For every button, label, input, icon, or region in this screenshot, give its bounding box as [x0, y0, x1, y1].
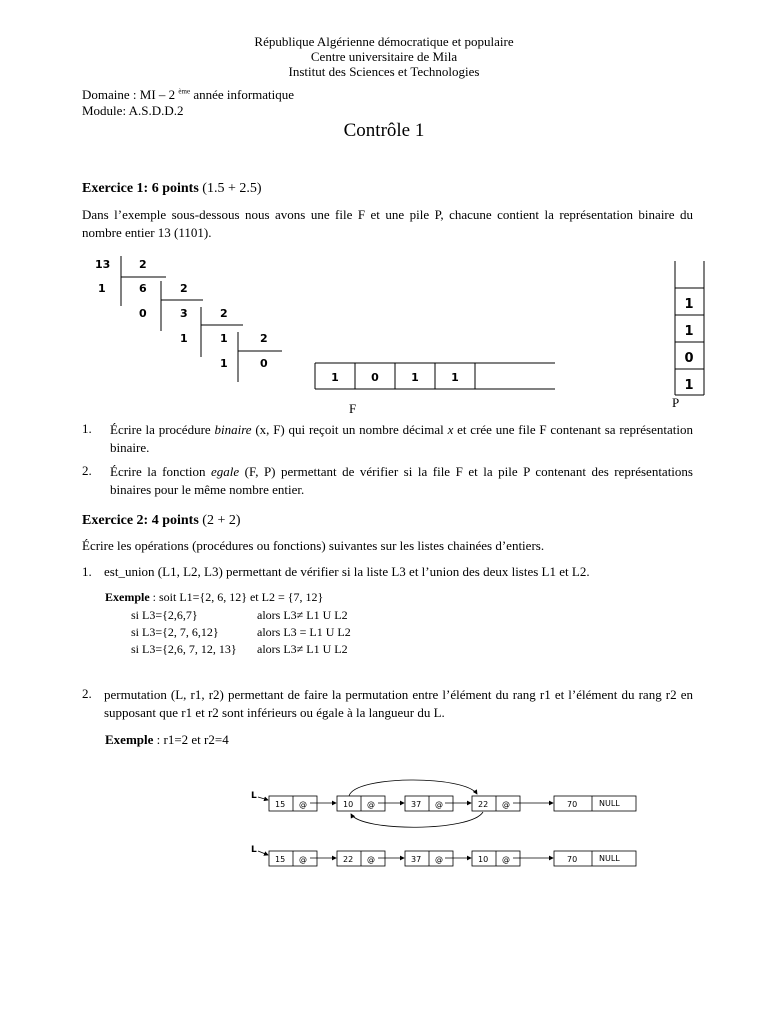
example-row-left: si L3={2,6, 7, 12, 13} — [131, 642, 237, 656]
node-value: 70 — [567, 855, 578, 864]
example-row-left: si L3={2, 7, 6,12} — [131, 625, 219, 639]
example-label: Exemple — [105, 590, 150, 604]
division-diagram — [80, 250, 300, 385]
node-value: 15 — [275, 800, 286, 809]
linked-list-diagram — [245, 770, 645, 870]
division-num: 3 — [180, 307, 188, 320]
file-cell: 0 — [371, 371, 379, 384]
ex1-q2-number: 2. — [82, 463, 92, 478]
q1-proc-name: binaire — [214, 422, 252, 437]
node-value: 22 — [343, 855, 354, 864]
header-centre: Centre universitaire de Mila — [310, 49, 458, 64]
division-num: 0 — [139, 307, 147, 320]
ex2-q2-number: 2. — [82, 686, 92, 701]
swap-arrow-top — [349, 780, 477, 796]
node-value: 37 — [411, 855, 422, 864]
ex1-heading-text: Exercice 1: 6 points — [82, 181, 199, 196]
q1-part: (x, F) qui reçoit un nombre décimal — [251, 422, 448, 437]
division-num: 1 — [180, 332, 188, 345]
division-num: 2 — [220, 307, 228, 320]
list1-values — [275, 799, 620, 809]
module-line: Module: A.S.D.D.2 — [82, 103, 184, 118]
ex1-intro: Dans l’exemple sous-dessous nous avons une file F et une pile P, chacune contient la représentation binaire du nombre entier 13 (1101). — [82, 207, 693, 240]
pile-p-values — [684, 297, 693, 393]
pile-p-diagram — [669, 258, 709, 398]
list1-nodes — [269, 796, 636, 811]
q2-func-name: egale — [211, 464, 240, 479]
node-pointer: @ — [502, 855, 510, 864]
q1-part: Écrire la procédure — [110, 422, 215, 437]
page-title: Contrôle 1 — [343, 120, 425, 141]
file-cell: 1 — [451, 371, 459, 384]
division-num: 0 — [260, 357, 268, 370]
head-pointer — [258, 851, 268, 855]
ex2-intro: Écrire les opérations (procédures ou fonctions) suivantes sur les listes chainées d’entiers. — [82, 538, 545, 553]
q1-var: x — [447, 422, 454, 437]
list2-values — [275, 854, 620, 864]
pile-cell: 1 — [684, 378, 694, 393]
example-row-right: alors L3≠ L1 U L2 — [257, 642, 348, 656]
ex1-points: (1.5 + 2.5) — [198, 181, 262, 196]
ex2-heading-text: Exercice 2: 4 points — [82, 513, 199, 528]
node-pointer: @ — [299, 800, 307, 809]
ex1-q1-number: 1. — [82, 421, 92, 436]
list2-nodes — [269, 851, 636, 866]
ex2-example2-line — [105, 732, 229, 748]
q2-part: (F, P) permettant de vérifier si la file F et la pile P contenant des représentations binaires pour le même nombre entier. — [110, 464, 693, 497]
node-pointer: @ — [502, 800, 510, 809]
node-value: 10 — [343, 800, 354, 809]
file-cell: 1 — [411, 371, 419, 384]
ex2-q2-text: permutation (L, r1, r2) permettant de faire la permutation entre l’élément du rang r1 et l’élément du rang r2 en supposant que r1 et r2 sont inférieurs ou égale à la langueur du L. — [104, 687, 693, 720]
ex2-q1-text: est_union (L1, L2, L3) permettant de vérifier si la liste L3 et l’union des deux listes L1 et L2. — [104, 564, 590, 579]
ex2-heading — [82, 513, 241, 529]
ex2-q1-number: 1. — [82, 564, 92, 579]
node-value: 22 — [478, 800, 489, 809]
node-value: 70 — [567, 800, 578, 809]
ex1-q1-text — [110, 421, 693, 457]
example-row-right: alors L3 = L1 U L2 — [257, 625, 351, 639]
ex2-example-line — [105, 590, 323, 605]
file-f-diagram — [312, 360, 562, 392]
domaine-line — [82, 87, 294, 103]
example2-label: Exemple — [105, 732, 154, 747]
list-head-label: L — [251, 845, 257, 855]
pile-cell: 1 — [684, 324, 694, 339]
division-num: 2 — [260, 332, 268, 345]
ex2-points: (2 + 2) — [198, 513, 241, 528]
division-num: 1 — [220, 357, 228, 370]
domaine-sup: ème — [178, 87, 191, 96]
head-pointer — [258, 797, 268, 800]
node-pointer: @ — [367, 800, 375, 809]
division-num: 2 — [139, 258, 147, 271]
domaine-pre: Domaine : MI – 2 — [82, 87, 179, 102]
node-pointer: @ — [299, 855, 307, 864]
example2-text: : r1=2 et r2=4 — [153, 732, 229, 747]
header-republic: République Algérienne démocratique et populaire — [254, 34, 514, 49]
node-null: NULL — [599, 854, 620, 863]
ex1-heading — [82, 181, 262, 197]
pile-cell: 0 — [684, 351, 694, 366]
header-institut: Institut des Sciences et Technologies — [288, 64, 480, 79]
q2-part: Écrire la fonction — [110, 464, 211, 479]
example-row-left: si L3={2,6,7} — [131, 608, 198, 622]
node-null: NULL — [599, 799, 620, 808]
node-pointer: @ — [367, 855, 375, 864]
pile-label: P — [672, 395, 680, 410]
division-num: 1 — [98, 282, 106, 295]
file-f-frame — [315, 363, 555, 389]
node-value: 15 — [275, 855, 286, 864]
division-num: 1 — [220, 332, 228, 345]
node-pointer: @ — [435, 855, 443, 864]
file-cell: 1 — [331, 371, 339, 384]
ex1-q2-text — [110, 463, 693, 499]
swap-arrow-bottom — [351, 812, 483, 827]
division-num: 13 — [95, 258, 111, 271]
q1-part: et crée une file F contenant sa représentation binaire. — [110, 422, 693, 455]
list-head-label: L — [251, 791, 257, 801]
example-sets: : soit L1={2, 6, 12} et L2 = {7, 12} — [149, 590, 324, 604]
division-num: 2 — [180, 282, 188, 295]
domaine-post: année informatique — [190, 87, 295, 102]
file-label: F — [349, 401, 357, 416]
division-num: 6 — [139, 282, 147, 295]
pile-cell: 1 — [684, 297, 694, 312]
node-pointer: @ — [435, 800, 443, 809]
node-value: 10 — [478, 855, 489, 864]
node-value: 37 — [411, 800, 422, 809]
example-row-right: alors L3≠ L1 U L2 — [257, 608, 348, 622]
